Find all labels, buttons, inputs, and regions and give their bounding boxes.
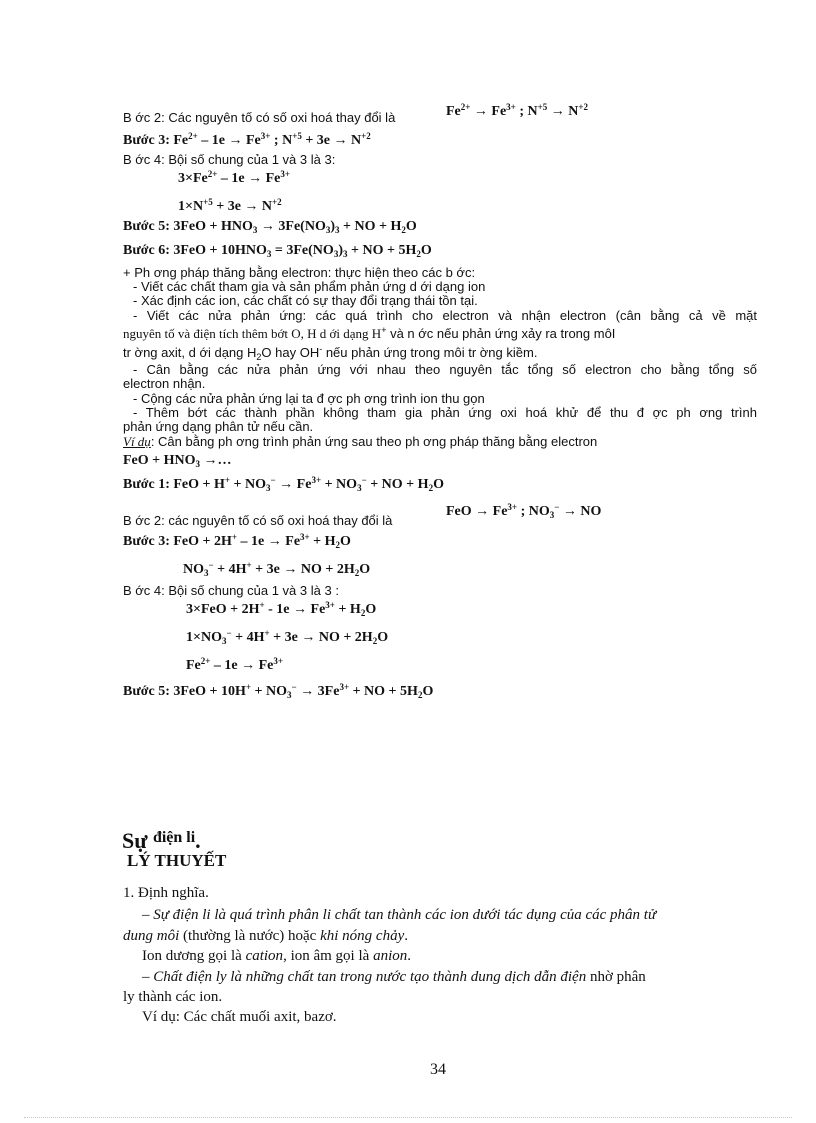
method-step-4-line-2: electron nhận.: [123, 376, 206, 391]
step5-equation: Bước 5: $3FeO + HNO_3 \to 3Fe(NO_3)_3$ + NO + $H_2O$: [123, 219, 417, 235]
section-title: Sự $^{điện li}$.: [122, 828, 201, 853]
definition-paragraph-3-line-1: – Chất điện ly là những chất tan trong nước tạo thành dung dịch dẫn điện nhờ phân: [142, 969, 646, 985]
page-bottom-rule: [24, 1117, 792, 1118]
example-step3-equation-1: Bước 3: FeO + $2H^+ - 1e \to Fe^{3+} + H_2O$: [123, 532, 351, 550]
method-step-3-line-3: tr ờng axit, d ới dạng $H_2O$ hay OH- nếu phản ứng trong môi tr ờng kiềm.: [123, 344, 538, 362]
example-step4-equation-1: $3\times FeO + 2H^+ - 1e \to Fe^{3+} + H_2O$: [186, 600, 377, 618]
section-subtitle: LÝ THUYẾT: [127, 851, 227, 870]
example-step2-text: B ớc 2: các nguyên tố có số oxi hoá thay đổi là: [123, 513, 393, 528]
method-step-6-line-1: - Thêm bớt các thành phần không tham gia phản ứng oxi hoá khử để thu đ ợc ph ơng trình: [133, 405, 757, 420]
example-step4-equation-2: $1\times NO_3^- + 4H^+ + 3e$ → NO + $2H_2O$: [186, 628, 389, 646]
method-step-1: - Viết các chất tham gia và sản phẩm phản ứng d ới dạng ion: [133, 279, 486, 294]
step4-text: B ớc 4: Bội số chung của 1 và 3 là 3:: [123, 152, 336, 167]
example-step4-text: B ớc 4: Bội số chung của 1 và 3 là 3 :: [123, 583, 339, 598]
example-step2-equation: FeO → $Fe^{3+}$ ; $NO_3^-$ → NO: [446, 502, 602, 520]
step3-equation: Bước 3: $Fe^{2+} - 1e \to Fe^{3+}$ ; $N^{+5} + 3e \to N^{+2}$: [123, 131, 371, 148]
method-step-6-line-2: phản ứng dạng phân tử nếu cần.: [123, 419, 314, 434]
page-number: 34: [430, 1061, 446, 1078]
definition-example: Ví dụ: Các chất muối axit, bazơ.: [142, 1009, 337, 1025]
definition-heading: 1. Định nghĩa.: [123, 885, 209, 901]
method-step-5: - Cộng các nửa phản ứng lại ta đ ợc ph ơng trình ion thu gọn: [133, 391, 485, 406]
example-step4-equation-3: $Fe^{2+} - 1e \to Fe^{3+}$: [186, 656, 284, 673]
step2-equation: $Fe^{2+} \to Fe^{3+}$ ; $N^{+5} \to N^{+2}$: [446, 102, 588, 119]
definition-paragraph-1-line-1: – Sự điện li là quá trình phân li chất tan thành các ion dưới tác dụng của các phân tử: [142, 907, 657, 923]
example-intro: Ví dụ: Cân bằng ph ơng trình phản ứng sau theo ph ơng pháp thăng bằng electron: [123, 434, 598, 449]
step2-text: B ớc 2: Các nguyên tố có số oxi hoá thay đổi là: [123, 110, 396, 125]
method-step-2: - Xác định các ion, các chất có sự thay đổi trạng thái tồn tại.: [133, 293, 478, 308]
method-step-3-line-2: nguyên tố và điện tích thêm bớt O, H d ới dạng H+ và n ớc nếu phản ứng xảy ra trong môI: [123, 325, 616, 341]
step4-equation-1: $3\times Fe^{2+} - 1e \to Fe^{3+}$: [178, 169, 291, 186]
step6-equation: Bước 6: $3FeO + 10HNO_3 = 3Fe(NO_3)_3$ + NO + $5H_2O$: [123, 243, 432, 259]
definition-paragraph-1-line-2: dung môi (thường là nước) hoặc khi nóng chảy.: [123, 928, 408, 944]
example-reaction: FeO + $HNO_3$ →…: [123, 453, 232, 469]
method-step-4-line-1: - Cân bằng các nửa phản ứng với nhau theo nguyên tắc tổng số electron cho bằng tổng số: [133, 362, 757, 377]
definition-paragraph-3-line-2: ly thành các ion.: [123, 989, 223, 1005]
method-title: + Ph ơng pháp thăng bằng electron: thực hiện theo các b ớc:: [123, 265, 476, 280]
example-step5-equation: Bước 5: $3FeO + 10H^+ + NO_3^- \to 3Fe^{3+}$ + NO + $5H_2O$: [123, 682, 434, 700]
step4-equation-2: $1\times N^{+5} + 3e \to N^{+2}$: [178, 197, 282, 214]
example-step1-equation: Bước 1: FeO + $H^+ + NO_3^- \to Fe^{3+} + NO_3^-$ + NO + $H_2O$: [123, 475, 444, 493]
method-step-3-line-1: - Viết các nửa phản ứng: các quá trình cho electron và nhận electron (cân bằng cả về mặt: [133, 308, 757, 323]
example-step3-equation-2: $NO_3^- + 4H^+ + 3e$ → NO + $2H_2O$: [183, 560, 371, 578]
definition-paragraph-2: Ion dương gọi là cation, ion âm gọi là anion.: [142, 948, 411, 964]
